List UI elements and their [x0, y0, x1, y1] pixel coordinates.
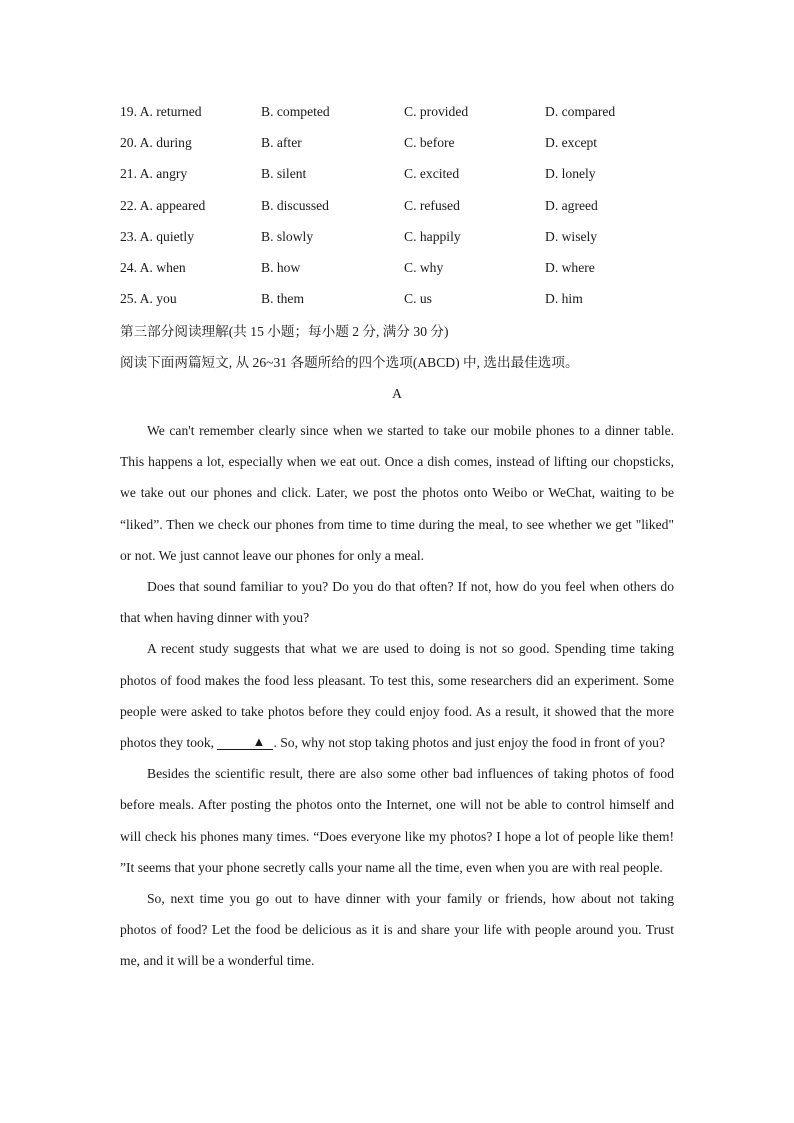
paragraph-3 [120, 633, 674, 758]
option-row-20 [120, 133, 680, 164]
option-d: D. him [545, 291, 583, 307]
option-d: D. wisely [545, 228, 598, 244]
option-c: C. before [404, 135, 455, 151]
paragraph-5: So, next time you go out to have dinner with your family or friends, how about not taking photos of food? Let the food be delicious as it is and share your life with people around you. Trust me, and it will be a wonderful time. [120, 891, 674, 969]
option-b: B. silent [261, 166, 307, 182]
option-d: D. lonely [545, 166, 596, 182]
option-d: D. compared [545, 104, 616, 119]
option-b: B. competed [261, 104, 330, 119]
reading-passage [120, 415, 674, 977]
option-a: 22. A. appeared [120, 197, 206, 213]
option-c: C. happily [404, 228, 461, 244]
option-d: D. agreed [545, 197, 598, 213]
section-instruction: 阅读下面两篇短文, 从 26~31 各题所给的四个选项(ABCD) 中, 选出最佳选项。 [120, 355, 579, 370]
option-a: 21. A. angry [120, 166, 188, 182]
option-d: D. except [545, 135, 598, 151]
option-row-22 [120, 196, 680, 227]
option-row-23 [120, 227, 680, 258]
paragraph-4: Besides the scientific result, there are also some other bad influences of taking photos of food before meals. After posting the photos onto the Internet, one will not be able to control himself and will check his phones many times. “Does everyone like my photos? I hope a lot of people like them! ”It seems that your phone secretly calls your name all the time, even when you are with real people. [120, 766, 674, 875]
option-c: C. refused [404, 197, 460, 213]
option-row-25 [120, 289, 680, 320]
answer-options [120, 102, 680, 320]
option-b: B. slowly [261, 228, 314, 244]
paragraph-2: Does that sound familiar to you? Do you do that often? If not, how do you feel when others do that when having dinner with you? [120, 579, 674, 626]
option-a: 23. A. quietly [120, 228, 195, 244]
option-b: B. them [261, 291, 305, 307]
option-c: C. why [404, 259, 444, 275]
answer-blank: ▲ [217, 735, 273, 750]
paragraph-3-end: . So, why not stop taking photos and just enjoy the food in front of you? [273, 735, 665, 751]
passage-label: A [392, 386, 402, 401]
option-c: C. provided [404, 104, 469, 119]
option-b: B. discussed [261, 197, 329, 213]
option-b: B. after [261, 135, 302, 151]
section-heading: 第三部分阅读理解(共 15 小题；每小题 2 分, 满分 30 分) [120, 324, 449, 339]
option-c: C. excited [404, 166, 460, 182]
option-a: 20. A. during [120, 135, 192, 151]
paragraph-1: We can't remember clearly since when we started to take our mobile phones to a dinner table. This happens a lot, especially when we eat out. Once a dish comes, instead of lifting our chopsticks, we take out our phones and click. Later, we post the photos onto Weibo or WeChat, waiting to be “liked”. Then we check our phones from time to time during the meal, to see whether we get "liked" or not. We just cannot leave our phones for only a meal. [120, 423, 674, 563]
option-row-24 [120, 258, 680, 289]
option-c: C. us [404, 291, 432, 307]
option-d: D. where [545, 259, 595, 275]
option-a: 19. A. returned [120, 104, 202, 119]
option-b: B. how [261, 259, 301, 275]
option-row-21 [120, 164, 680, 195]
option-row-19 [120, 102, 680, 133]
option-a: 24. A. when [120, 259, 186, 275]
paragraph-3-start: A recent study suggests that what we are used to doing is not so good. Spending time taking photos of food makes the food less pleasant. To test this, some researchers did an experiment. Some people were asked to take photos before they could enjoy food. As a result, it showed that the more photos they took, [120, 641, 674, 751]
option-a: 25. A. you [120, 291, 177, 307]
